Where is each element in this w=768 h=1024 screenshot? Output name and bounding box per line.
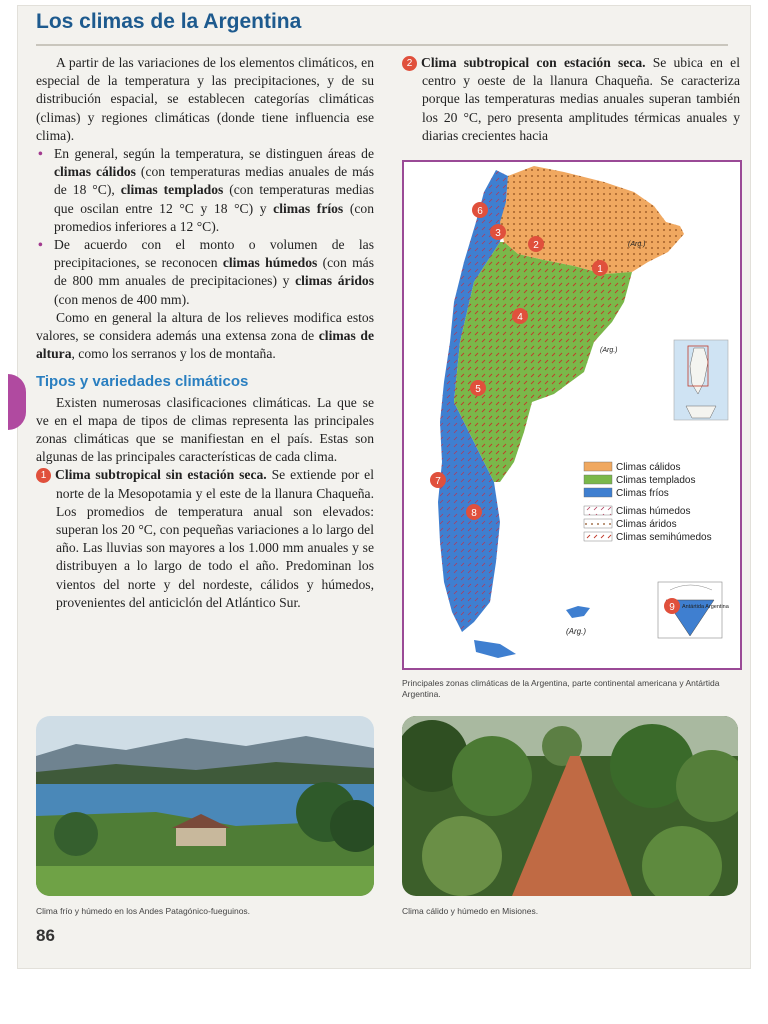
svg-text:Climas templados: Climas templados: [616, 475, 696, 486]
svg-text:2: 2: [533, 240, 539, 251]
svg-text:6: 6: [477, 206, 483, 217]
svg-text:4: 4: [517, 312, 523, 323]
photo-andes-patagonia: [36, 716, 374, 896]
climate-map: [404, 162, 740, 668]
locator-inset: [674, 340, 728, 420]
svg-text:7: 7: [435, 476, 441, 487]
map-legend: [584, 462, 712, 543]
climate-1-paragraph: 1 Clima subtropical sin estación seca. Se extiende por el norte de la Mesopotamia y el este de la llanura Chaqueña. Los promedios de temperatura anual son elevados: superan los 20 °C, con pequeñas variaciones a lo largo del año. Las lluvias son mayores a los 1.000 mm anuales y se distribuyen a lo largo de todo el año. Predominan los vientos del norte y del nordeste, cálidos y húmedos, provenientes del anticiclón del Atlántico Sur.: [36, 466, 374, 612]
section-subheading: Tipos y variedades climáticos: [36, 373, 249, 391]
map-marker-4: [512, 308, 528, 324]
left-column: [36, 54, 374, 612]
map-marker-2: [528, 236, 544, 252]
climate-number-badge: 1: [36, 468, 51, 483]
page-title: Los climas de la Argentina: [36, 10, 302, 33]
bullet-dot: •: [38, 146, 43, 162]
svg-text:Climas húmedos: Climas húmedos: [616, 506, 691, 517]
svg-text:Climas semihúmedos: Climas semihúmedos: [616, 532, 712, 543]
chapter-tab-marker: [8, 374, 26, 430]
map-marker-3: [490, 224, 506, 240]
arg-label: (Arg.): [628, 241, 646, 248]
map-marker-1: [592, 260, 608, 276]
classification-paragraph: Existen numerosas clasificaciones climáticas. La que se ve en el mapa de tipos de climas representa las principales zonas climáticas que se manifiestan en el país. Estas son algunas de las principales características de cada clima.: [36, 394, 374, 465]
bullet-dot: •: [38, 237, 43, 253]
book-page: [18, 6, 750, 968]
climate-number-badge: 2: [402, 56, 417, 71]
map-marker-6: [472, 202, 488, 218]
svg-text:Climas áridos: Climas áridos: [616, 519, 677, 530]
climate-map-frame: [402, 160, 742, 670]
svg-text:Climas cálidos: Climas cálidos: [616, 462, 681, 473]
photo-misiones: [402, 716, 738, 896]
arg-label: (Arg.): [600, 347, 618, 354]
map-marker-8: [466, 504, 482, 520]
intro-paragraph: A partir de las variaciones de los elementos climáticos, en especial de la temperatura y las precipitaciones, y de su distribución espacial, se establecen categorías climáticas (climas) y regiones climáticas (donde tiene influencia ese clima).: [36, 55, 374, 143]
altitude-paragraph: Como en general la altura de los relieves modifica estos valores, se considera además una extensa zona de climas de altura, como los serranos y los de montaña.: [36, 309, 374, 362]
bullet-precipitation: • De acuerdo con el monto o volumen de las precipitaciones, se reconocen climas húmedos (con más de 800 mm anuales de precipitaciones) y climas áridos (con menos de 400 mm).: [38, 237, 374, 307]
map-marker-9: 9: [669, 602, 675, 613]
map-marker-7: [430, 472, 446, 488]
svg-text:3: 3: [495, 228, 501, 239]
svg-text:Climas fríos: Climas fríos: [616, 488, 669, 499]
bullet-temperature: • En general, según la temperatura, se distinguen áreas de climas cálidos (con temperaturas medias anuales de más de 18 °C), climas templados (con temperaturas medias que oscilan entre 12 °C y 18 °C) y climas fríos (con promedios inferiores a 12 °C).: [38, 146, 374, 234]
photo-caption-left: Clima frío y húmedo en los Andes Patagónico-fueguinos.: [36, 906, 251, 916]
region-malvinas: [566, 606, 590, 618]
antarctica-label: Antártida Argentina: [682, 604, 729, 610]
title-rule: [36, 44, 728, 46]
region-tierra-del-fuego: [474, 640, 516, 658]
svg-text:5: 5: [475, 384, 481, 395]
page-number: 86: [36, 926, 55, 945]
svg-text:1: 1: [597, 264, 603, 275]
svg-text:8: 8: [471, 508, 477, 519]
photo-caption-right: Clima cálido y húmedo en Misiones.: [402, 906, 539, 916]
map-caption: Principales zonas climáticas de la Argentina, parte continental americana y Antártida Argentina.: [402, 678, 720, 699]
right-column: [402, 54, 740, 145]
antarctica-inset: [658, 582, 730, 638]
map-marker-5: [470, 380, 486, 396]
arg-label: (Arg.): [566, 627, 586, 636]
climate-2-paragraph: 2 Clima subtropical con estación seca. Se ubica en el centro y oeste de la llanura Chaqueña. Se caracteriza porque las temperaturas medias anuales superan también los 20 °C, pero presenta amplitudes térmicas anuales y diarias crecientes hacia: [402, 54, 740, 145]
